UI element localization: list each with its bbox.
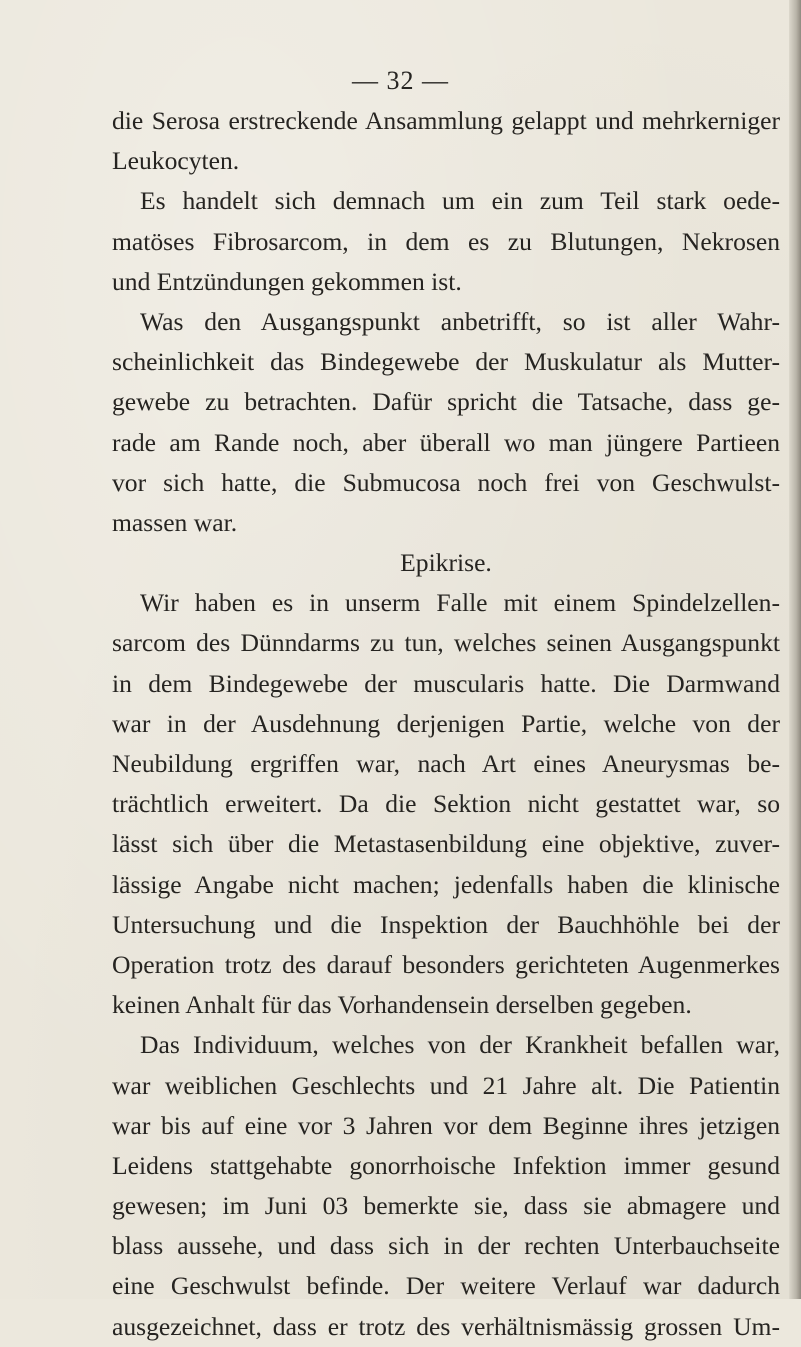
text-line: Operation trotz des darauf besonders gerichteten Augenmerkes	[112, 949, 780, 979]
text-line: und Entzündungen gekommen ist.	[112, 266, 462, 296]
text-line: scheinlichkeit das Bindegewebe der Muskulatur als Mutter-	[112, 347, 780, 377]
text-line: massen war.	[112, 507, 238, 537]
text-line: trächtlich erweitert. Da die Sektion nicht gestattet war, so	[112, 789, 780, 819]
text-line: lässt sich über die Metastasenbildung eine objektive, zuver-	[112, 829, 780, 859]
text-line: war weiblichen Geschlechts und 21 Jahre alt. Die Patientin	[112, 1070, 780, 1100]
text-line: blass aussehe, und dass sich in der rechten Unterbauchseite	[112, 1231, 780, 1261]
text-line: Neubildung ergriffen war, nach Art eines Aneurysmas be-	[112, 749, 780, 778]
text-line: Wir haben es in unserm Falle mit einem Spindelzellen-	[140, 588, 780, 618]
text-line: Das Individuum, welches von der Krankheit befallen war,	[140, 1030, 780, 1060]
text-line: war bis auf eine vor 3 Jahren vor dem Beginne ihres jetzigen	[112, 1110, 780, 1140]
text-line: Leukocyten.	[112, 146, 240, 176]
text-line: gewesen; im Juni 03 bemerkte sie, dass sie abmagere und	[112, 1191, 780, 1221]
text-line: Leidens stattgehabte gonorrhoische Infektion immer gesund	[112, 1150, 780, 1180]
text-line: Epikrise.	[400, 548, 492, 578]
text-line: vor sich hatte, die Submucosa noch frei von Geschwulst-	[112, 467, 780, 497]
text-line: matöses Fibrosarcom, in dem es zu Blutungen, Nekrosen	[112, 226, 780, 256]
text-line: die Serosa erstreckende Ansammlung gelappt und mehrkerniger	[112, 106, 780, 135]
text-line: keinen Anhalt für das Vorhandensein derselben gegeben.	[112, 990, 692, 1020]
page-number: — 32 —	[352, 66, 449, 95]
text-line: rade am Rande noch, aber überall wo man jüngere Partieen	[112, 427, 780, 457]
text-line: sarcom des Dünndarms zu tun, welches seinen Ausgangspunkt	[112, 628, 780, 658]
text-line: Untersuchung und die Inspektion der Bauchhöhle bei der	[112, 909, 780, 939]
text-line: in dem Bindegewebe der muscularis hatte. Die Darmwand	[112, 668, 780, 698]
text-line: Es handelt sich demnach um ein zum Teil stark oede-	[140, 186, 780, 216]
body-text	[112, 101, 780, 1347]
text-line: war in der Ausdehnung derjenigen Partie, welche von der	[112, 708, 780, 738]
text-line: gewebe zu betrachten. Dafür spricht die Tatsache, dass ge-	[112, 387, 780, 417]
page-edge-shadow	[789, 0, 801, 1299]
text-line: lässige Angabe nicht machen; jedenfalls haben die klinische	[112, 869, 780, 899]
text-line: ausgezeichnet, dass er trotz des verhältnismässig grossen Um-	[112, 1311, 780, 1341]
text-line: Was den Ausgangspunkt anbetrifft, so ist aller Wahr-	[140, 306, 780, 336]
text-line: eine Geschwulst befinde. Der weitere Verlauf war dadurch	[112, 1271, 780, 1301]
